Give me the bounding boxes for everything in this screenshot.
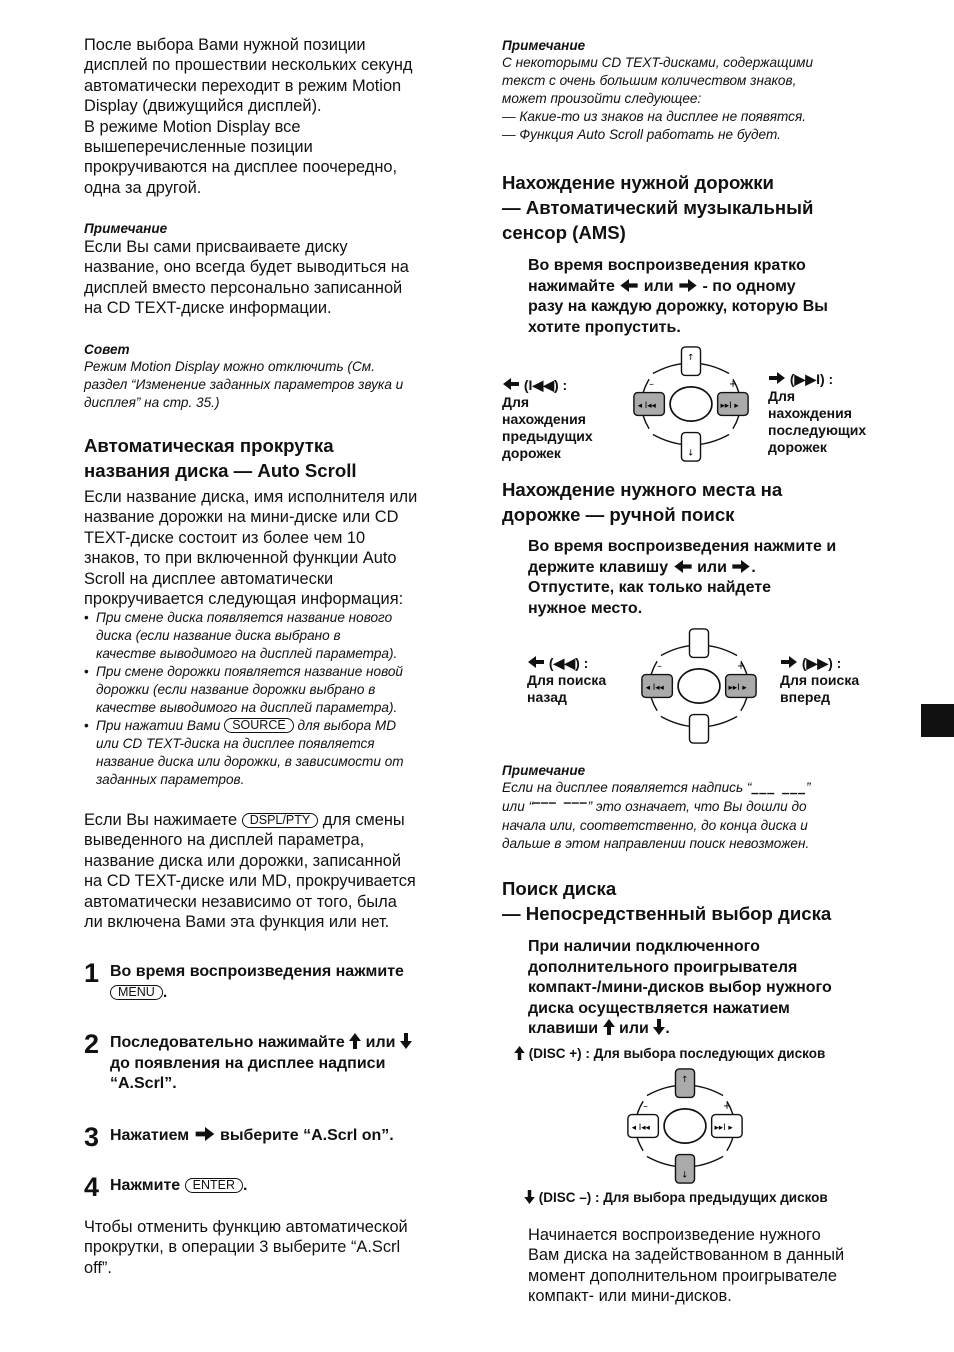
bullet-line: заданных параметров. (96, 772, 245, 788)
body-line: Scroll на дисплее автоматически (84, 569, 334, 588)
note-heading: Примечание (84, 221, 168, 236)
body-line: момент дополнительном проигрывателе (528, 1266, 837, 1285)
text: дорожек (502, 445, 561, 461)
text: . (665, 1020, 670, 1037)
arrow-right-icon (768, 372, 786, 384)
instr-line: разу на каждую дорожку, которую Вы (528, 298, 828, 315)
arrow-left-icon (673, 560, 693, 573)
text: - по одному (702, 277, 796, 295)
body-line: прокрутки, в операции 3 выберите “A.Scrl (84, 1238, 401, 1257)
text: . (162, 983, 168, 1001)
body-line: Если название диска, имя исполнителя или (84, 488, 418, 506)
text: нахождения (768, 405, 852, 421)
step-text (110, 1126, 394, 1147)
text: выберите “A.Scrl on”. (220, 1127, 394, 1144)
tip-line: Режим Motion Display можно отключить (См. (84, 359, 375, 374)
arrow-right-icon (780, 656, 798, 668)
section-title: Нахождение нужного места на (502, 479, 783, 500)
bullet-line: название диска или дорожки, в зависимости от (96, 754, 404, 770)
text: вперед (780, 689, 831, 705)
section-title: сенсор (AMS) (502, 222, 626, 243)
intro-line: автоматически переходит в режим Motion (84, 76, 402, 95)
ams-instruction (528, 256, 898, 338)
step-number: 4 (84, 1172, 100, 1202)
manual-left-label (527, 655, 606, 706)
note-block-3 (502, 762, 887, 853)
text: или “ (502, 799, 534, 814)
manual-control-pad (628, 627, 770, 745)
svg-text:▸▸I ▸: ▸▸I ▸ (714, 1122, 733, 1133)
tip-heading: Совет (84, 342, 130, 357)
step-text (110, 1033, 412, 1095)
note-heading: Примечание (502, 38, 586, 53)
body-line: выведенного на дисплей параметра, (84, 831, 365, 850)
text: или (643, 277, 674, 295)
instr-line: дополнительного проигрывателя (528, 958, 798, 976)
body-line: TEXT-диске состоит из более чем 10 (84, 528, 366, 547)
section-title: — Непосредственный выбор диска (502, 903, 832, 924)
ams-right-label (768, 371, 866, 456)
note-line (502, 798, 887, 817)
arrow-right-icon (731, 560, 751, 573)
bullet-line: При нажатии Вами (96, 718, 221, 734)
intro-line: вышеперечисленные позиции (84, 138, 313, 157)
bullet-line: При смене диска появляется название нового (96, 610, 393, 626)
bullet-line: качестве выводимого на дисплей параметра). (96, 700, 398, 716)
instr-line: нужное место. (528, 599, 643, 617)
note-line: — Функция Auto Scroll работать не будет. (502, 127, 781, 142)
arrow-up-icon (349, 1033, 361, 1049)
note-line: может произойти следующее: (502, 91, 702, 106)
body-line: ли включена Вами эта функция или нет. (84, 913, 390, 932)
body-line: название диска или дорожки, записанной (84, 851, 402, 870)
text: Для (502, 394, 530, 410)
text: назад (527, 689, 567, 705)
body-line: компакт- или мини-дисков. (528, 1287, 732, 1306)
text: или (619, 1020, 649, 1037)
text: до появления на дисплее надписи (110, 1054, 386, 1072)
body-line: знаков, то при включенной функции Auto (84, 549, 397, 568)
section-title: — Автоматический музыкальный (502, 197, 814, 218)
instr-line: хотите пропустить. (528, 318, 681, 336)
note-line (502, 779, 887, 798)
text: для смены (322, 811, 405, 829)
instr-line: компакт-/мини-дисков выбор нужного (528, 979, 832, 996)
text: Для (768, 388, 796, 404)
bullet-list (84, 609, 469, 789)
instr-line: Во время воспроизведения нажмите и (528, 538, 837, 555)
body-line: Вам диска на задействованном в данный (528, 1246, 845, 1265)
bullet-line: При смене дорожки появляется название новой (96, 664, 403, 680)
disc-instruction (528, 937, 898, 1040)
bullet-line: диска (если название диска выбрано в (96, 628, 341, 644)
text: (DISC +) : Для выбора последующих дисков (528, 1046, 826, 1061)
body-line: off”. (84, 1258, 112, 1277)
note-block-1 (84, 220, 469, 319)
instr-line (528, 558, 898, 579)
section-title: Нахождение нужной дорожки (502, 172, 774, 193)
arrow-right-icon (678, 279, 698, 292)
text: или (697, 558, 727, 576)
body-line: прокручивается следующая информация: (84, 590, 404, 609)
body-line: Начинается воспроизведение нужного (528, 1226, 821, 1244)
bullet-line: или CD TEXT-диска на дисплее появляется (96, 736, 375, 752)
section-title: дорожке — ручной поиск (502, 504, 735, 525)
display-symbol-icon: ▁▁▁ ▁▁▁ (751, 784, 806, 794)
svg-text:▸▸I ▸: ▸▸I ▸ (720, 400, 739, 411)
intro-line: прокручиваются на дисплее поочередно, (84, 158, 398, 177)
arrow-left-icon (619, 279, 639, 292)
dspl-paragraph (84, 810, 469, 932)
text: Во время воспроизведения нажмите (110, 963, 404, 980)
arrow-left-icon (502, 378, 520, 390)
section-title: названия диска — Auto Scroll (84, 460, 357, 481)
menu-button: MENU (110, 985, 163, 1000)
note-heading: Примечание (502, 763, 586, 778)
note-block-2 (502, 37, 887, 144)
step-text (110, 962, 404, 1003)
note-line: на CD TEXT-диске информации. (84, 299, 332, 318)
ams-left-label (502, 377, 593, 462)
manual-right-label (780, 655, 859, 706)
svg-text:◂ I◂◂: ◂ I◂◂ (645, 682, 664, 693)
step-number: 1 (84, 958, 100, 988)
source-button: SOURCE (224, 718, 293, 733)
ams-section (502, 170, 887, 245)
intro-line: В режиме Motion Display все (84, 117, 301, 136)
bullet-line: дорожки (если название дорожки выбрано в (96, 682, 376, 698)
svg-text:↑: ↑ (681, 1075, 689, 1086)
text: нахождения (502, 411, 586, 427)
final-paragraph (528, 1225, 898, 1307)
instr-line (528, 277, 898, 298)
text: клавиши (528, 1020, 599, 1037)
manual-section (502, 477, 887, 527)
bullet-line: качестве выводимого на дисплей параметра). (96, 646, 398, 662)
arrow-up-icon (514, 1046, 525, 1060)
text: Последовательно нажимайте (110, 1034, 345, 1051)
tip-block (84, 341, 469, 412)
text: ” это означает, что Вы дошли до (587, 799, 807, 814)
text: нажимайте (528, 277, 615, 295)
step-number: 2 (84, 1029, 100, 1059)
note-line: дальше в этом направлении поиск невозможен. (502, 836, 810, 851)
step-number: 3 (84, 1122, 100, 1152)
list-item (84, 663, 469, 717)
note-line: текст с очень большим количеством знаков, (502, 73, 797, 88)
text: Нажмите (110, 1177, 181, 1194)
svg-text:◂ I◂◂: ◂ I◂◂ (631, 1122, 650, 1133)
note-line: — Какие-то из знаков на дисплее не появятся. (502, 109, 807, 124)
body-line: на CD TEXT-диске или MD, прокручивается (84, 872, 416, 891)
note-line: дисплей вместо персонально записанной (84, 278, 403, 297)
text: Если Вы нажимаете (84, 811, 238, 829)
tip-line: раздел “Изменение заданных параметров звука и (84, 377, 404, 392)
text: (▶▶) : (801, 655, 842, 671)
body-line: название дорожки на мини-диске или CD (84, 508, 399, 527)
body-line: автоматически независимо от того, была (84, 892, 397, 911)
instr-line: диска осуществляется нажатием (528, 999, 790, 1017)
body-line (84, 810, 469, 830)
disc-control-pad (614, 1067, 756, 1185)
note-line: С некоторыми CD TEXT-дисками, содержащими (502, 55, 814, 70)
text: держите клавишу (528, 558, 669, 576)
arrow-down-icon (524, 1190, 535, 1204)
text: (I◀◀) : (523, 377, 568, 393)
svg-text:↓: ↓ (681, 1170, 689, 1181)
ams-control-pad (620, 345, 762, 463)
text: Нажатием (110, 1127, 190, 1144)
arrow-down-icon (653, 1019, 665, 1035)
text: предыдущих (502, 428, 593, 444)
text: или (365, 1034, 396, 1051)
enter-button: ENTER (185, 1178, 243, 1193)
text: последующих (768, 422, 867, 438)
note-line: название, оно всегда будет выводиться на (84, 258, 409, 277)
intro-line: одна за другой. (84, 178, 202, 197)
body-line: Чтобы отменить функцию автоматической (84, 1218, 408, 1236)
svg-text:◂ I◂◂: ◂ I◂◂ (637, 400, 656, 411)
auto-scroll-section (84, 433, 469, 789)
intro-line: Display (движущийся дисплей). (84, 97, 322, 116)
text: Если на дисплее появляется надпись “ (502, 780, 752, 795)
arrow-down-icon (400, 1033, 412, 1049)
text: (▶▶I) : (789, 371, 834, 387)
instr-line: При наличии подключенного (528, 938, 760, 955)
step-text (110, 1176, 247, 1197)
text: (◀◀) : (548, 655, 589, 671)
text: ” (805, 780, 811, 795)
intro-paragraph (84, 35, 469, 198)
section-title: Автоматическая прокрутка (84, 435, 334, 456)
text: дорожек (768, 439, 827, 455)
bullet-line: для выбора MD (297, 718, 397, 734)
list-item (84, 609, 469, 663)
disc-down-label (524, 1189, 828, 1206)
text: . (751, 558, 756, 576)
text: Для поиска (780, 672, 860, 688)
instr-line (528, 1019, 898, 1040)
instr-line: Во время воспроизведения кратко (528, 257, 806, 274)
display-symbol-icon: ▔▔▔ ▔▔▔ (533, 803, 588, 813)
dspl-pty-button: DSPL/PTY (242, 813, 318, 828)
arrow-left-icon (527, 656, 545, 668)
text: Для поиска (527, 672, 607, 688)
disc-section (502, 876, 887, 926)
section-title: Поиск диска (502, 878, 617, 899)
arrow-right-icon (194, 1127, 216, 1141)
list-item (84, 717, 469, 789)
manual-instruction (528, 537, 898, 619)
note-line: начала или, соответственно, до конца диска и (502, 818, 808, 833)
text: “A.Scrl”. (110, 1075, 177, 1092)
svg-text:↓: ↓ (687, 448, 695, 459)
cancel-paragraph (84, 1217, 469, 1278)
section-tab-marker (921, 704, 954, 737)
intro-line: После выбора Вами нужной позиции (84, 36, 366, 54)
disc-up-label (514, 1045, 825, 1062)
text: . (243, 1177, 248, 1194)
svg-text:▸▸I ▸: ▸▸I ▸ (728, 682, 747, 693)
intro-line: дисплей по прошествии нескольких секунд (84, 56, 413, 75)
svg-text:↑: ↑ (687, 353, 695, 364)
note-line: Если Вы сами присваиваете диску (84, 238, 348, 256)
arrow-up-icon (603, 1019, 615, 1035)
text: (DISC –) : Для выбора предыдущих дисков (538, 1190, 828, 1205)
instr-line: Отпустите, как только найдете (528, 579, 771, 596)
tip-line: дисплея” на стр. 35.) (84, 395, 220, 410)
